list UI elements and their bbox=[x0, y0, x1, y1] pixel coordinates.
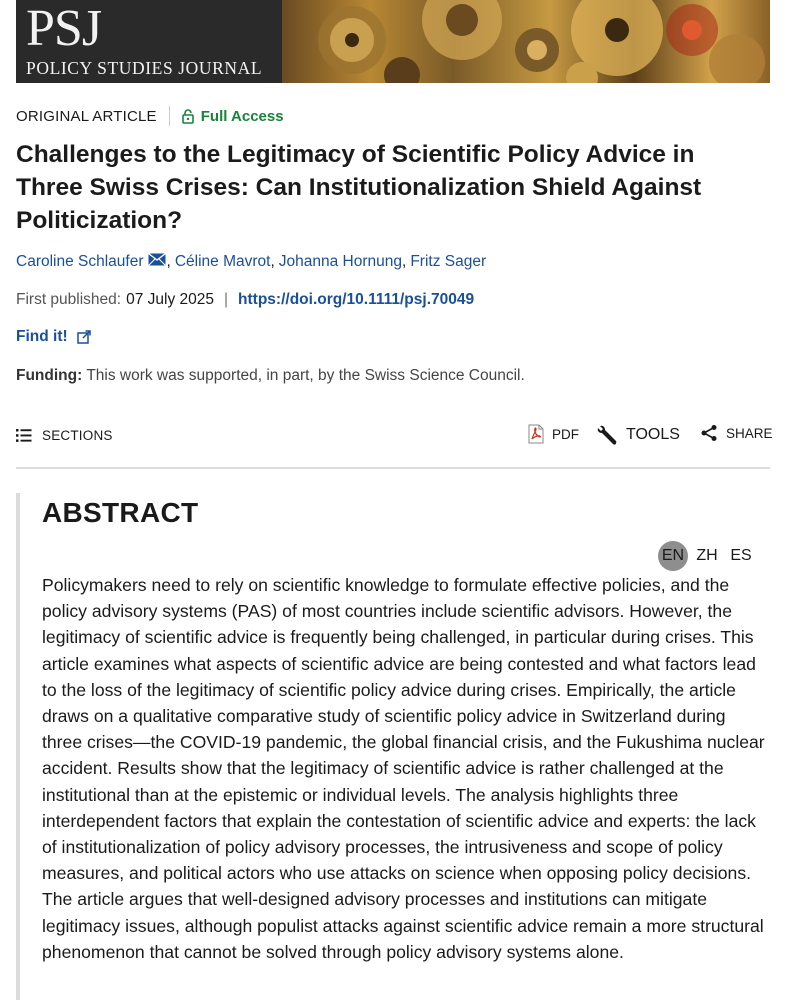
journal-banner[interactable] bbox=[16, 0, 770, 83]
find-it-link[interactable] bbox=[16, 328, 91, 346]
language-option-zh[interactable]: ZH bbox=[696, 547, 718, 564]
sections-button[interactable] bbox=[16, 428, 113, 443]
access-label: Full Access bbox=[200, 107, 284, 125]
abstract-heading: ABSTRACT bbox=[42, 497, 199, 528]
toolbar-divider bbox=[16, 467, 770, 469]
published-separator: | bbox=[224, 291, 229, 308]
share-label: SHARE bbox=[726, 425, 773, 441]
pdf-button[interactable] bbox=[528, 424, 579, 444]
funding-text: This work was supported, in part, by the Swiss Science Council. bbox=[86, 367, 525, 384]
tools-label: TOOLS bbox=[626, 426, 680, 443]
author-link[interactable]: Caroline Schlaufer bbox=[16, 253, 144, 270]
language-switcher bbox=[654, 541, 756, 571]
journal-mark: PSJ bbox=[26, 0, 102, 57]
gears-illustration bbox=[282, 0, 770, 83]
share-icon bbox=[700, 424, 718, 442]
access-badge bbox=[182, 108, 284, 125]
author-link[interactable]: Céline Mavrot bbox=[174, 253, 271, 270]
article-title: Challenges to the Legitimacy of Scientific Policy Advice in Three Swiss Crises: Can Institutionalization Shield Against Politicization? bbox=[16, 141, 702, 234]
list-icon bbox=[16, 429, 32, 442]
find-it-label: Find it! bbox=[16, 328, 68, 345]
author-separator: , bbox=[270, 253, 275, 270]
author-link[interactable]: Johanna Hornung bbox=[278, 253, 403, 270]
publication-info bbox=[16, 291, 474, 309]
abstract-text: Policymakers need to rely on scientific knowledge to formulate effective policies, and the policy advisory systems (PAS) of most countries include scientific advisors. However, the legitimacy of scientific advice is frequently being challenged, in particular during crises. This article examines what aspects of scientific advice are being contested and what factors lead to the loss of the legitimacy of scientific policy advice during crises. Empirically, the article draws on a qualitative comparative study of scientific policy advice in Switzerland during three crises—the COVID-19 pandemic, the global financial crisis, and the Fukushima nuclear accident. Results show that the legitimacy of scientific advice is rather challenged at the institutional than at the epistemic or individual levels. The analysis highlights three interdependent factors that explain the contestation of scientific advice and experts: the lack of institutionalization of policy advisory processes, the intrusiveness and scope of policy measures, and political actors who use attacks on science when opposing policy decisions. The article argues that well-designed advisory processes and institutions can mitigate legitimacy issues, although populist attacks against scientific advice remain a more structural phenomenon that cannot be solved through policy advisory systems alone. bbox=[42, 575, 765, 962]
author-separator: , bbox=[166, 253, 171, 270]
envelope-icon[interactable] bbox=[148, 253, 166, 271]
banner-gears-image bbox=[282, 0, 770, 83]
article-toolbar bbox=[16, 424, 773, 452]
funding-label: Funding: bbox=[16, 367, 83, 384]
tools-button[interactable] bbox=[596, 424, 680, 446]
author-list bbox=[16, 253, 486, 271]
language-option-es[interactable]: ES bbox=[730, 547, 752, 564]
article-meta-row bbox=[16, 105, 284, 127]
abstract-section bbox=[16, 493, 770, 1000]
author-link[interactable]: Fritz Sager bbox=[410, 253, 487, 270]
doi-link[interactable]: https://doi.org/10.1111/psj.70049 bbox=[238, 291, 475, 308]
pdf-icon bbox=[528, 424, 544, 444]
article-type: ORIGINAL ARTICLE bbox=[16, 107, 157, 125]
language-option-en[interactable]: EN bbox=[658, 541, 688, 571]
funding-statement bbox=[16, 367, 525, 385]
author-separator: , bbox=[402, 253, 407, 270]
journal-logo[interactable] bbox=[16, 0, 282, 83]
external-link-icon bbox=[77, 330, 91, 344]
meta-divider bbox=[169, 106, 170, 126]
published-label: First published: bbox=[16, 291, 122, 308]
sections-label: SECTIONS bbox=[42, 428, 113, 443]
share-button[interactable] bbox=[700, 424, 773, 442]
wrench-icon bbox=[596, 424, 618, 446]
journal-name: POLICY STUDIES JOURNAL bbox=[26, 58, 263, 78]
published-date: 07 July 2025 bbox=[126, 291, 215, 308]
unlock-icon bbox=[182, 109, 194, 124]
pdf-label: PDF bbox=[552, 426, 579, 442]
